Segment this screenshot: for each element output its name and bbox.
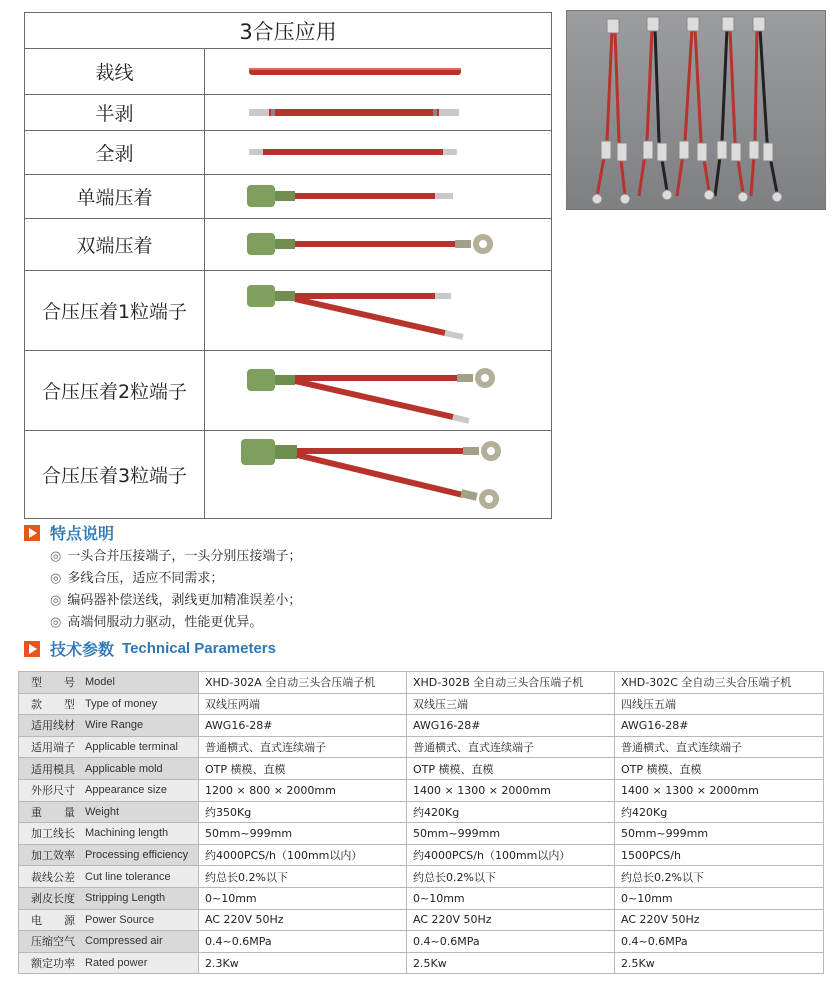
table-row — [19, 952, 824, 974]
param-value-a: 约总长0.2%以下 — [199, 866, 407, 888]
table-row — [19, 844, 824, 866]
app-row-combo-2 — [25, 351, 551, 431]
tech-title: 技术参数 — [50, 640, 115, 659]
param-name-en: Compressed air — [85, 935, 163, 948]
double-circle-bullet-icon: ◎ — [50, 593, 62, 608]
param-name-zh: 剥皮长度 — [31, 892, 75, 906]
features-list — [50, 546, 301, 634]
table-row — [19, 909, 824, 931]
table-row — [19, 823, 824, 845]
table-row — [19, 866, 824, 888]
param-name-en: Weight — [85, 805, 120, 818]
param-name-en: Cut line tolerance — [85, 870, 171, 883]
param-value-b: 1400 × 1300 × 2000mm — [407, 779, 615, 801]
param-name-en: Applicable mold — [85, 762, 163, 775]
table-row — [19, 693, 824, 715]
combo-2-illustration — [205, 351, 551, 430]
combo-1-illustration — [205, 271, 551, 350]
param-key-cell — [19, 779, 199, 801]
play-arrow-icon — [24, 525, 40, 541]
param-key-cell — [19, 801, 199, 823]
param-value-a: 约4000PCS/h（100mm以内） — [199, 844, 407, 866]
param-value-b: 普通横式、直式连续端子 — [407, 736, 615, 758]
param-value-b: 0~10mm — [407, 887, 615, 909]
table-row — [19, 758, 824, 780]
app-row-label: 全剥 — [25, 131, 205, 174]
param-key-cell — [19, 931, 199, 953]
param-name-en: Type of money — [85, 697, 158, 710]
param-name-en: Machining length — [85, 827, 169, 840]
param-value-a: 双线压两端 — [199, 693, 407, 715]
single-crimp-illustration — [205, 175, 551, 218]
param-value-c: 0~10mm — [615, 887, 824, 909]
param-value-b: 0.4~0.6MPa — [407, 931, 615, 953]
table-row — [19, 672, 824, 694]
param-value-a: 0.4~0.6MPa — [199, 931, 407, 953]
wire-harness-photo — [567, 11, 826, 210]
features-header — [24, 521, 114, 544]
application-table — [24, 12, 552, 519]
param-value-c: 普通横式、直式连续端子 — [615, 736, 824, 758]
param-key-cell — [19, 823, 199, 845]
param-name-zh: 适用端子 — [31, 741, 75, 755]
table-row — [19, 931, 824, 953]
param-name-zh: 加工线长 — [31, 827, 75, 841]
app-row-combo-3 — [25, 431, 551, 518]
list-item: ◎ 一头合并压接端子，一头分别压接端子； — [50, 546, 301, 568]
param-name-en: Model — [85, 676, 115, 689]
table-row — [19, 887, 824, 909]
tech-subtitle: Technical Parameters — [122, 640, 276, 657]
param-value-a: AC 220V 50Hz — [199, 909, 407, 931]
combo-3-illustration — [205, 431, 551, 518]
param-name-zh: 外形尺寸 — [31, 784, 75, 798]
param-key-cell — [19, 672, 199, 694]
double-circle-bullet-icon: ◎ — [50, 615, 62, 630]
param-value-b: OTP 横模、直模 — [407, 758, 615, 780]
app-row-label: 合压压着1粒端子 — [25, 271, 205, 350]
param-value-b: AWG16-28# — [407, 715, 615, 737]
param-value-c: 1400 × 1300 × 2000mm — [615, 779, 824, 801]
param-name-zh: 重 量 — [31, 805, 75, 819]
param-value-a: 50mm~999mm — [199, 823, 407, 845]
param-name-zh: 裁线公差 — [31, 870, 75, 884]
param-value-b: 约总长0.2%以下 — [407, 866, 615, 888]
param-value-c: AWG16-28# — [615, 715, 824, 737]
param-name-zh: 电 源 — [31, 913, 75, 927]
list-item: ◎ 多线合压，适应不同需求； — [50, 568, 301, 590]
param-value-a: 2.3Kw — [199, 952, 407, 974]
param-value-b: 约420Kg — [407, 801, 615, 823]
list-item: ◎ 编码器补偿送线，剥线更加精准误差小； — [50, 590, 301, 612]
param-value-c: 50mm~999mm — [615, 823, 824, 845]
app-row-label: 双端压着 — [25, 219, 205, 270]
param-value-c: 0.4~0.6MPa — [615, 931, 824, 953]
param-value-c: AC 220V 50Hz — [615, 909, 824, 931]
param-value-c: 四线压五端 — [615, 693, 824, 715]
param-name-en: Applicable terminal — [85, 741, 178, 754]
param-value-a: OTP 横模、直模 — [199, 758, 407, 780]
app-row-label: 合压压着3粒端子 — [25, 431, 205, 518]
table-row — [19, 736, 824, 758]
param-name-zh: 额定功率 — [31, 957, 75, 971]
param-value-c: 约总长0.2%以下 — [615, 866, 824, 888]
application-title: 3合压应用 — [25, 13, 551, 49]
app-row-label: 单端压着 — [25, 175, 205, 218]
param-name-en: Power Source — [85, 913, 155, 926]
param-value-c: 2.5Kw — [615, 952, 824, 974]
param-name-zh: 款 型 — [31, 697, 75, 711]
tech-parameters-table — [18, 671, 824, 974]
app-row-combo-1 — [25, 271, 551, 351]
app-row-single-crimp — [25, 175, 551, 219]
param-name-en: Wire Range — [85, 719, 144, 732]
full-strip-illustration — [205, 131, 551, 174]
param-key-cell — [19, 758, 199, 780]
param-key-cell — [19, 715, 199, 737]
table-row — [19, 801, 824, 823]
app-row-label: 合压压着2粒端子 — [25, 351, 205, 430]
features-title: 特点说明 — [50, 524, 115, 543]
param-value-c: XHD-302C 全自动三头合压端子机 — [615, 672, 824, 694]
param-name-zh: 加工效率 — [31, 849, 75, 863]
param-key-cell — [19, 952, 199, 974]
param-name-zh: 型 号 — [31, 676, 75, 690]
param-name-en: Processing efficiency — [85, 849, 189, 862]
param-value-c: 约420Kg — [615, 801, 824, 823]
app-row-cut — [25, 49, 551, 95]
param-value-c: OTP 横模、直模 — [615, 758, 824, 780]
param-value-a: 普通横式、直式连续端子 — [199, 736, 407, 758]
param-name-zh: 压缩空气 — [31, 935, 75, 949]
param-key-cell — [19, 736, 199, 758]
double-circle-bullet-icon: ◎ — [50, 549, 62, 564]
param-value-b: 2.5Kw — [407, 952, 615, 974]
param-value-a: 0~10mm — [199, 887, 407, 909]
cut-wire-illustration — [205, 49, 551, 94]
param-value-b: 约4000PCS/h（100mm以内） — [407, 844, 615, 866]
param-name-en: Stripping Length — [85, 892, 166, 905]
app-row-label: 裁线 — [25, 49, 205, 94]
tech-header — [24, 637, 276, 660]
param-key-cell — [19, 887, 199, 909]
table-row — [19, 715, 824, 737]
param-name-zh: 适用线材 — [31, 719, 75, 733]
product-photo — [566, 10, 826, 210]
param-key-cell — [19, 909, 199, 931]
list-item: ◎ 高端伺服动力驱动，性能更优异。 — [50, 612, 301, 634]
param-key-cell — [19, 866, 199, 888]
param-key-cell — [19, 844, 199, 866]
param-value-b: 50mm~999mm — [407, 823, 615, 845]
param-value-a: XHD-302A 全自动三头合压端子机 — [199, 672, 407, 694]
param-name-en: Rated power — [85, 957, 148, 970]
double-circle-bullet-icon: ◎ — [50, 571, 62, 586]
param-key-cell — [19, 693, 199, 715]
param-value-a: 约350Kg — [199, 801, 407, 823]
param-name-en: Appearance size — [85, 784, 167, 797]
app-row-half-strip — [25, 95, 551, 131]
param-value-a: 1200 × 800 × 2000mm — [199, 779, 407, 801]
param-value-a: AWG16-28# — [199, 715, 407, 737]
half-strip-illustration — [205, 95, 551, 130]
play-arrow-icon — [24, 641, 40, 657]
app-row-double-crimp — [25, 219, 551, 271]
param-value-b: AC 220V 50Hz — [407, 909, 615, 931]
param-value-c: 1500PCS/h — [615, 844, 824, 866]
table-row — [19, 779, 824, 801]
app-row-full-strip — [25, 131, 551, 175]
app-row-label: 半剥 — [25, 95, 205, 130]
param-value-b: XHD-302B 全自动三头合压端子机 — [407, 672, 615, 694]
double-crimp-illustration — [205, 219, 551, 270]
param-value-b: 双线压三端 — [407, 693, 615, 715]
param-name-zh: 适用模具 — [31, 762, 75, 776]
